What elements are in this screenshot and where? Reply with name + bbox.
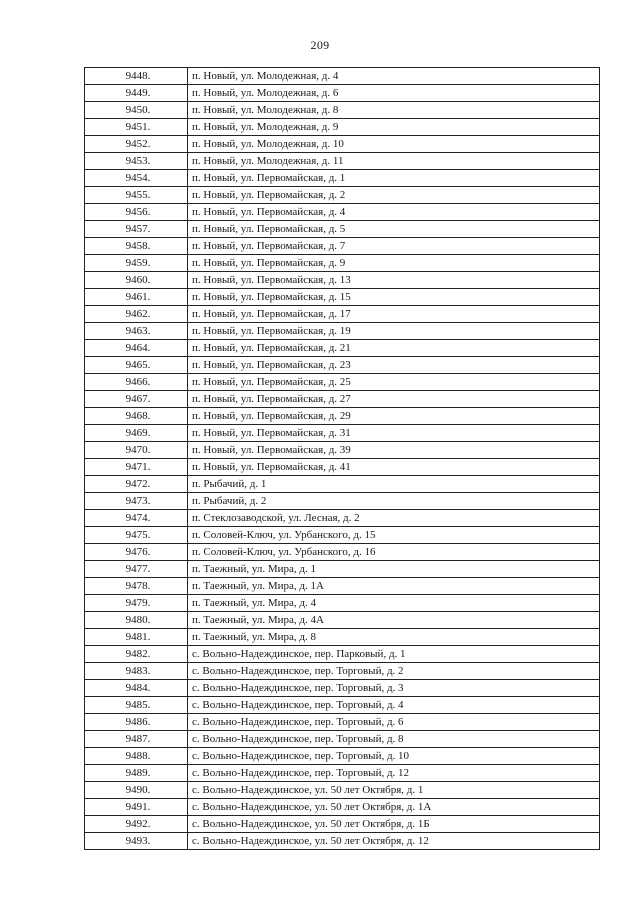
address-cell: п. Новый, ул. Первомайская, д. 15 bbox=[188, 289, 600, 306]
row-number-cell: 9488. bbox=[85, 748, 188, 765]
row-number-cell: 9466. bbox=[85, 374, 188, 391]
row-number-cell: 9477. bbox=[85, 561, 188, 578]
table-row bbox=[85, 510, 600, 527]
address-cell: п. Новый, ул. Первомайская, д. 25 bbox=[188, 374, 600, 391]
table-row bbox=[85, 731, 600, 748]
address-cell: п. Новый, ул. Первомайская, д. 1 bbox=[188, 170, 600, 187]
row-number-cell: 9476. bbox=[85, 544, 188, 561]
row-number-cell: 9448. bbox=[85, 68, 188, 85]
row-number-cell: 9482. bbox=[85, 646, 188, 663]
row-number-cell: 9452. bbox=[85, 136, 188, 153]
table-row bbox=[85, 646, 600, 663]
row-number-cell: 9453. bbox=[85, 153, 188, 170]
table-row bbox=[85, 221, 600, 238]
address-cell: п. Таежный, ул. Мира, д. 1А bbox=[188, 578, 600, 595]
address-cell: с. Вольно-Надеждинское, пер. Торговый, д. 6 bbox=[188, 714, 600, 731]
table-row bbox=[85, 85, 600, 102]
table-row bbox=[85, 204, 600, 221]
row-number-cell: 9464. bbox=[85, 340, 188, 357]
row-number-cell: 9492. bbox=[85, 816, 188, 833]
address-cell: п. Рыбачий, д. 1 bbox=[188, 476, 600, 493]
row-number-cell: 9459. bbox=[85, 255, 188, 272]
address-cell: п. Новый, ул. Первомайская, д. 29 bbox=[188, 408, 600, 425]
address-cell: п. Новый, ул. Первомайская, д. 31 bbox=[188, 425, 600, 442]
row-number-cell: 9449. bbox=[85, 85, 188, 102]
address-cell: с. Вольно-Надеждинское, ул. 50 лет Октября, д. 1 bbox=[188, 782, 600, 799]
address-cell: п. Новый, ул. Молодежная, д. 10 bbox=[188, 136, 600, 153]
table-row bbox=[85, 374, 600, 391]
address-cell: п. Новый, ул. Первомайская, д. 41 bbox=[188, 459, 600, 476]
row-number-cell: 9472. bbox=[85, 476, 188, 493]
address-cell: п. Новый, ул. Первомайская, д. 39 bbox=[188, 442, 600, 459]
address-cell: п. Новый, ул. Молодежная, д. 9 bbox=[188, 119, 600, 136]
address-cell: с. Вольно-Надеждинское, пер. Торговый, д. 4 bbox=[188, 697, 600, 714]
row-number-cell: 9455. bbox=[85, 187, 188, 204]
table-row bbox=[85, 595, 600, 612]
table-row bbox=[85, 136, 600, 153]
table-row bbox=[85, 255, 600, 272]
table-row bbox=[85, 442, 600, 459]
table-row bbox=[85, 748, 600, 765]
address-cell: п. Новый, ул. Первомайская, д. 23 bbox=[188, 357, 600, 374]
row-number-cell: 9471. bbox=[85, 459, 188, 476]
row-number-cell: 9470. bbox=[85, 442, 188, 459]
row-number-cell: 9475. bbox=[85, 527, 188, 544]
address-cell: с. Вольно-Надеждинское, ул. 50 лет Октября, д. 12 bbox=[188, 833, 600, 850]
address-cell: п. Таежный, ул. Мира, д. 1 bbox=[188, 561, 600, 578]
address-cell: с. Вольно-Надеждинское, пер. Торговый, д. 2 bbox=[188, 663, 600, 680]
table-row bbox=[85, 187, 600, 204]
row-number-cell: 9491. bbox=[85, 799, 188, 816]
table-row bbox=[85, 714, 600, 731]
address-cell: п. Новый, ул. Первомайская, д. 2 bbox=[188, 187, 600, 204]
row-number-cell: 9484. bbox=[85, 680, 188, 697]
row-number-cell: 9462. bbox=[85, 306, 188, 323]
row-number-cell: 9481. bbox=[85, 629, 188, 646]
row-number-cell: 9467. bbox=[85, 391, 188, 408]
address-cell: п. Рыбачий, д. 2 bbox=[188, 493, 600, 510]
table-row bbox=[85, 238, 600, 255]
table-row bbox=[85, 527, 600, 544]
table-row bbox=[85, 306, 600, 323]
row-number-cell: 9493. bbox=[85, 833, 188, 850]
address-cell: п. Новый, ул. Молодежная, д. 4 bbox=[188, 68, 600, 85]
address-cell: п. Новый, ул. Первомайская, д. 17 bbox=[188, 306, 600, 323]
row-number-cell: 9479. bbox=[85, 595, 188, 612]
table-row bbox=[85, 170, 600, 187]
table-row bbox=[85, 493, 600, 510]
address-cell: с. Вольно-Надеждинское, пер. Торговый, д. 3 bbox=[188, 680, 600, 697]
address-cell: п. Новый, ул. Первомайская, д. 21 bbox=[188, 340, 600, 357]
row-number-cell: 9463. bbox=[85, 323, 188, 340]
address-cell: с. Вольно-Надеждинское, ул. 50 лет Октября, д. 1А bbox=[188, 799, 600, 816]
row-number-cell: 9450. bbox=[85, 102, 188, 119]
address-table bbox=[84, 67, 600, 850]
table-row bbox=[85, 119, 600, 136]
address-cell: п. Новый, ул. Первомайская, д. 4 bbox=[188, 204, 600, 221]
address-table-body bbox=[85, 68, 600, 850]
table-row bbox=[85, 799, 600, 816]
row-number-cell: 9451. bbox=[85, 119, 188, 136]
table-row bbox=[85, 323, 600, 340]
row-number-cell: 9465. bbox=[85, 357, 188, 374]
table-row bbox=[85, 340, 600, 357]
address-cell: п. Новый, ул. Первомайская, д. 9 bbox=[188, 255, 600, 272]
address-cell: с. Вольно-Надеждинское, пер. Парковый, д. 1 bbox=[188, 646, 600, 663]
table-row bbox=[85, 391, 600, 408]
row-number-cell: 9460. bbox=[85, 272, 188, 289]
table-row bbox=[85, 357, 600, 374]
address-cell: п. Новый, ул. Первомайская, д. 13 bbox=[188, 272, 600, 289]
address-cell: п. Новый, ул. Первомайская, д. 7 bbox=[188, 238, 600, 255]
address-cell: п. Соловей-Ключ, ул. Урбанского, д. 15 bbox=[188, 527, 600, 544]
table-row bbox=[85, 561, 600, 578]
address-cell: с. Вольно-Надеждинское, ул. 50 лет Октября, д. 1Б bbox=[188, 816, 600, 833]
row-number-cell: 9478. bbox=[85, 578, 188, 595]
row-number-cell: 9454. bbox=[85, 170, 188, 187]
address-cell: п. Таежный, ул. Мира, д. 8 bbox=[188, 629, 600, 646]
table-row bbox=[85, 697, 600, 714]
address-cell: п. Таежный, ул. Мира, д. 4 bbox=[188, 595, 600, 612]
table-row bbox=[85, 544, 600, 561]
table-row bbox=[85, 272, 600, 289]
row-number-cell: 9458. bbox=[85, 238, 188, 255]
row-number-cell: 9473. bbox=[85, 493, 188, 510]
address-cell: с. Вольно-Надеждинское, пер. Торговый, д. 12 bbox=[188, 765, 600, 782]
table-row bbox=[85, 102, 600, 119]
table-row bbox=[85, 663, 600, 680]
address-cell: п. Таежный, ул. Мира, д. 4А bbox=[188, 612, 600, 629]
address-cell: п. Стеклозаводской, ул. Лесная, д. 2 bbox=[188, 510, 600, 527]
table-row bbox=[85, 816, 600, 833]
row-number-cell: 9485. bbox=[85, 697, 188, 714]
table-row bbox=[85, 425, 600, 442]
row-number-cell: 9457. bbox=[85, 221, 188, 238]
table-row bbox=[85, 765, 600, 782]
row-number-cell: 9486. bbox=[85, 714, 188, 731]
table-row bbox=[85, 408, 600, 425]
row-number-cell: 9483. bbox=[85, 663, 188, 680]
row-number-cell: 9456. bbox=[85, 204, 188, 221]
row-number-cell: 9487. bbox=[85, 731, 188, 748]
address-cell: п. Новый, ул. Молодежная, д. 8 bbox=[188, 102, 600, 119]
page-number: 209 bbox=[310, 38, 330, 52]
table-row bbox=[85, 153, 600, 170]
row-number-cell: 9474. bbox=[85, 510, 188, 527]
table-row bbox=[85, 68, 600, 85]
row-number-cell: 9469. bbox=[85, 425, 188, 442]
row-number-cell: 9490. bbox=[85, 782, 188, 799]
table-row bbox=[85, 476, 600, 493]
table-row bbox=[85, 680, 600, 697]
table-row bbox=[85, 578, 600, 595]
row-number-cell: 9480. bbox=[85, 612, 188, 629]
table-row bbox=[85, 289, 600, 306]
row-number-cell: 9468. bbox=[85, 408, 188, 425]
address-cell: п. Новый, ул. Первомайская, д. 5 bbox=[188, 221, 600, 238]
table-row bbox=[85, 459, 600, 476]
address-cell: п. Новый, ул. Молодежная, д. 11 bbox=[188, 153, 600, 170]
address-cell: п. Новый, ул. Первомайская, д. 19 bbox=[188, 323, 600, 340]
table-row bbox=[85, 833, 600, 850]
address-cell: с. Вольно-Надеждинское, пер. Торговый, д. 10 bbox=[188, 748, 600, 765]
address-cell: с. Вольно-Надеждинское, пер. Торговый, д. 8 bbox=[188, 731, 600, 748]
row-number-cell: 9461. bbox=[85, 289, 188, 306]
table-row bbox=[85, 629, 600, 646]
table-row bbox=[85, 612, 600, 629]
table-row bbox=[85, 782, 600, 799]
row-number-cell: 9489. bbox=[85, 765, 188, 782]
address-cell: п. Новый, ул. Молодежная, д. 6 bbox=[188, 85, 600, 102]
address-cell: п. Соловей-Ключ, ул. Урбанского, д. 16 bbox=[188, 544, 600, 561]
address-cell: п. Новый, ул. Первомайская, д. 27 bbox=[188, 391, 600, 408]
